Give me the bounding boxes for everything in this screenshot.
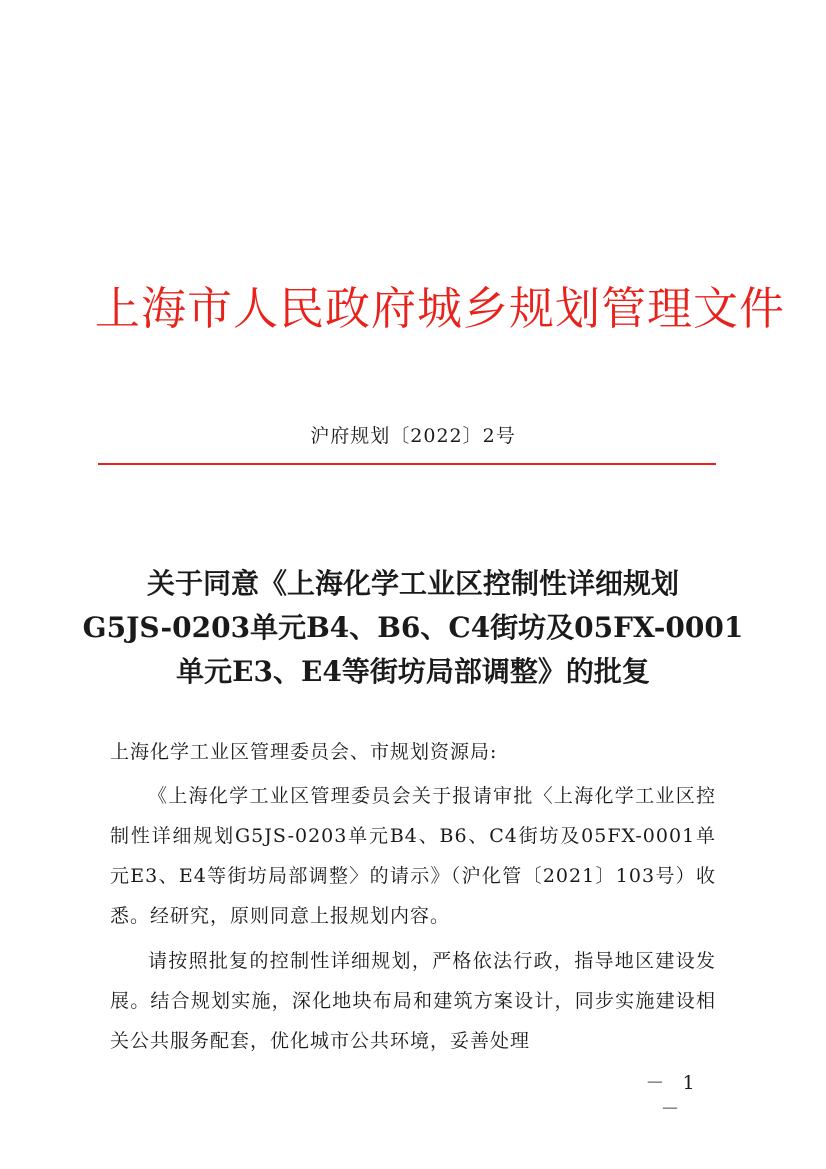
paragraph-text: 请按照批复的控制性详细规划，严格依法行政，指导地区建设发展。结合规划实施，深化地块布局和建筑方案设计，同步实施建设相关公共服务配套，优化城市公共环境，妥善处理 (110, 950, 716, 1052)
document-title (0, 562, 826, 694)
body-paragraph-2 (110, 941, 716, 1061)
title-line-2: G5JS-0203单元B4、B6、C4街坊及05FX-0001 (82, 611, 744, 644)
red-divider-line (98, 463, 716, 465)
document-masthead: 上海市人民政府城乡规划管理文件 (95, 282, 786, 335)
addressee: 上海化学工业区管理委员会、市规划资源局: (110, 741, 498, 763)
title-line-1: 关于同意《上海化学工业区控制性详细规划 (146, 567, 679, 600)
title-line-3: 单元E3、E4等街坊局部调整》的批复 (176, 655, 650, 688)
paragraph-text: 《上海化学工业区管理委员会关于报请审批〈上海化学工业区控制性详细规划G5JS-0203单元B4、B6、C4街坊及05FX-0001单元E3、E4等街坊局部调整〉的请示》（沪化管〔2021〕103号）收悉。经研究，原则同意上报规划内容。 (110, 785, 716, 927)
body-paragraph-1 (110, 776, 716, 936)
page-number: － 1 － (645, 1072, 701, 1120)
document-number: 沪府规划〔2022〕2号 (310, 425, 516, 447)
